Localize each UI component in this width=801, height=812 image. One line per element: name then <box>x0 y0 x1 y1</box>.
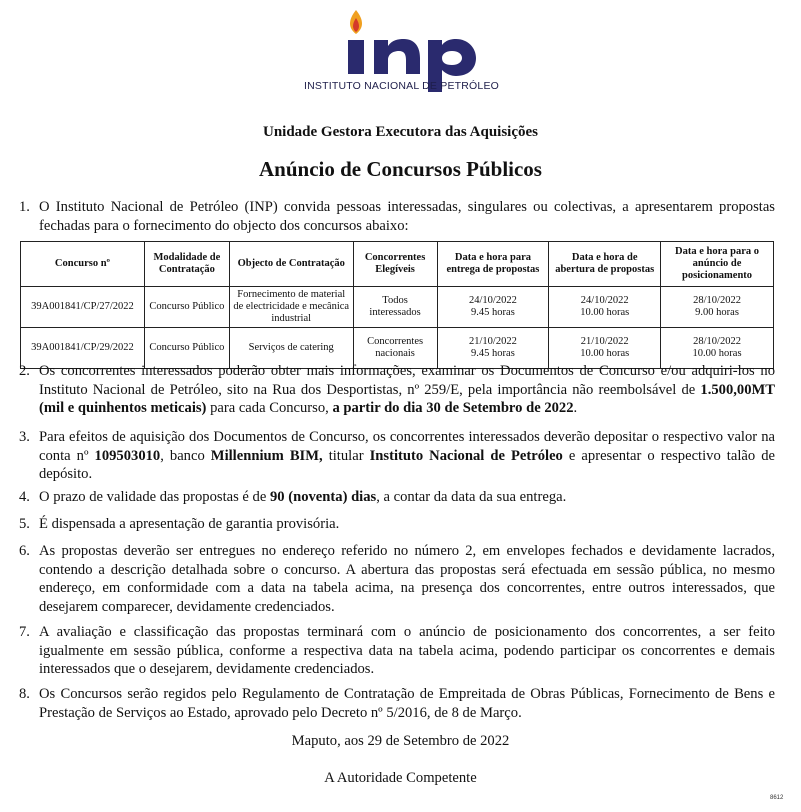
account-number: 109503010 <box>94 447 161 464</box>
tenders-table <box>20 241 774 369</box>
validity-period: 90 (noventa) dias <box>270 489 377 505</box>
table-cell: 39A001841/CP/27/2022 <box>21 287 145 328</box>
table-cell: 24/10/2022 10.00 horas <box>549 287 661 328</box>
table-cell: Concorrentes nacionais <box>353 328 437 369</box>
paragraph-text: Os Concursos serão regidos pelo Regulamento de Contratação de Empreitada de Obras Públicas, Fornecimento de Bens e Prestação de Serviços ao Estado, aprovado pelo Decreto nº 5/2016, de 8 de Março. <box>39 686 775 721</box>
table-row <box>21 287 774 328</box>
paragraph-text: As propostas deverão ser entregues no endereço referido no número 2, em envelopes fechados e devidamente lacrados, contendo a descrição detalhada sobre o concurso. A abertura das propostas será efectuada em sessão pública, no mesmo endereço, em conformidade com a data na tabela acima, na presença dos concorrentes, entre outros interessados, que desejarem comparecer, devidamente credenciados. <box>39 543 775 615</box>
table-cell: 21/10/2022 10.00 horas <box>549 328 661 369</box>
paragraph-5 <box>19 515 775 534</box>
paragraph-text: titular <box>322 447 370 464</box>
column-header: Concurso nº <box>21 242 145 287</box>
bank-name: Millennium BIM, <box>210 447 323 464</box>
column-header: Modalidade de Contratação <box>144 242 229 287</box>
paragraph-text: A avaliação e classificação das propostas terminará com o anúncio de posicionamento dos concorrentes, a ser feito igualmente em sessão pública, conforme a respectiva data na tabela acima, podendo participar os concorrentes e demais interessados que o desejarem, devidamente credenciados. <box>39 624 775 678</box>
table-cell: Serviços de catering <box>229 328 353 369</box>
paragraph-4 <box>19 488 775 507</box>
paragraph-number: 2. <box>19 363 30 379</box>
page-title: Anúncio de Concursos Públicos <box>259 157 542 181</box>
paragraph-number: 7. <box>19 624 30 640</box>
paragraph-1 <box>19 198 775 235</box>
paragraph-2 <box>19 362 775 418</box>
paragraph-text: Para efeitos de aquisição dos Documentos de Concurso, os concorrentes interessados deverão depositar o respectivo valor na conta nº <box>39 429 775 464</box>
paragraph-text: É dispensada a apresentação de garantia provisória. <box>39 516 340 532</box>
paragraph-number: 4. <box>19 489 30 505</box>
table-cell: Todos interessados <box>353 287 437 328</box>
column-header: Data e hora para entrega de propostas <box>437 242 549 287</box>
paragraph-text: O prazo de validade das propostas é de <box>39 489 270 505</box>
paragraph-text: . <box>573 400 578 417</box>
table-cell: 21/10/2022 9.45 horas <box>437 328 549 369</box>
table-cell: Concurso Público <box>144 328 229 369</box>
price-text: 1.500,00MT (mil e quinhentos meticais) <box>39 381 775 417</box>
paragraph-text: , banco <box>160 447 211 464</box>
document-code: 8612 <box>770 795 784 801</box>
start-date-text: a partir do dia 30 de Setembro de 2022 <box>332 400 574 417</box>
signature: A Autoridade Competente <box>324 770 477 786</box>
paragraph-text: e apresentar o respectivo talão de depósito. <box>39 447 775 483</box>
table-cell: Fornecimento de material de electricidade e mecânica industrial <box>229 287 353 328</box>
column-header: Data e hora de abertura de propostas <box>549 242 661 287</box>
table-cell: 24/10/2022 9.45 horas <box>437 287 549 328</box>
paragraph-6 <box>19 542 775 616</box>
paragraph-3 <box>19 428 775 484</box>
unit-heading: Unidade Gestora Executora das Aquisições <box>262 124 538 140</box>
paragraph-text: Os concorrentes interessados poderão obter mais informações, examinar os Documentos de Concurso e/ou adquiri-los no Instituto Nacional de Petróleo, sito na Rua dos Desportistas, nº 259/E, pela importância não reembolsável de <box>39 363 775 398</box>
paragraph-text: O Instituto Nacional de Petróleo (INP) convida pessoas interessadas, singulares ou colectivas, a apresentarem propostas fechadas para o fornecimento do objecto dos concursos abaixo: <box>39 199 775 234</box>
column-header: Data e hora para o anúncio de posicionamento <box>661 242 774 287</box>
column-header: Concorrentes Elegíveis <box>353 242 437 287</box>
paragraph-number: 6. <box>19 543 30 559</box>
table-cell: 28/10/2022 9.00 horas <box>661 287 774 328</box>
table-header-row <box>21 242 774 287</box>
paragraph-text: para cada Concurso, <box>206 400 333 417</box>
place-date: Maputo, aos 29 de Setembro de 2022 <box>291 733 510 749</box>
paragraph-8 <box>19 685 775 722</box>
table-cell: 39A001841/CP/29/2022 <box>21 328 145 369</box>
account-holder: Instituto Nacional de Petróleo <box>369 447 563 464</box>
paragraph-number: 5. <box>19 516 30 532</box>
table-cell: Concurso Público <box>144 287 229 328</box>
paragraph-number: 3. <box>19 429 30 445</box>
paragraph-number: 8. <box>19 686 30 702</box>
column-header: Objecto de Contratação <box>229 242 353 287</box>
paragraph-text: , a contar da data da sua entrega. <box>376 489 567 505</box>
paragraph-7 <box>19 623 775 679</box>
table-cell: 28/10/2022 10.00 horas <box>661 328 774 369</box>
institute-name: INSTITUTO NACIONAL DE PETRÓLEO <box>304 80 500 92</box>
paragraph-number: 1. <box>19 199 30 215</box>
